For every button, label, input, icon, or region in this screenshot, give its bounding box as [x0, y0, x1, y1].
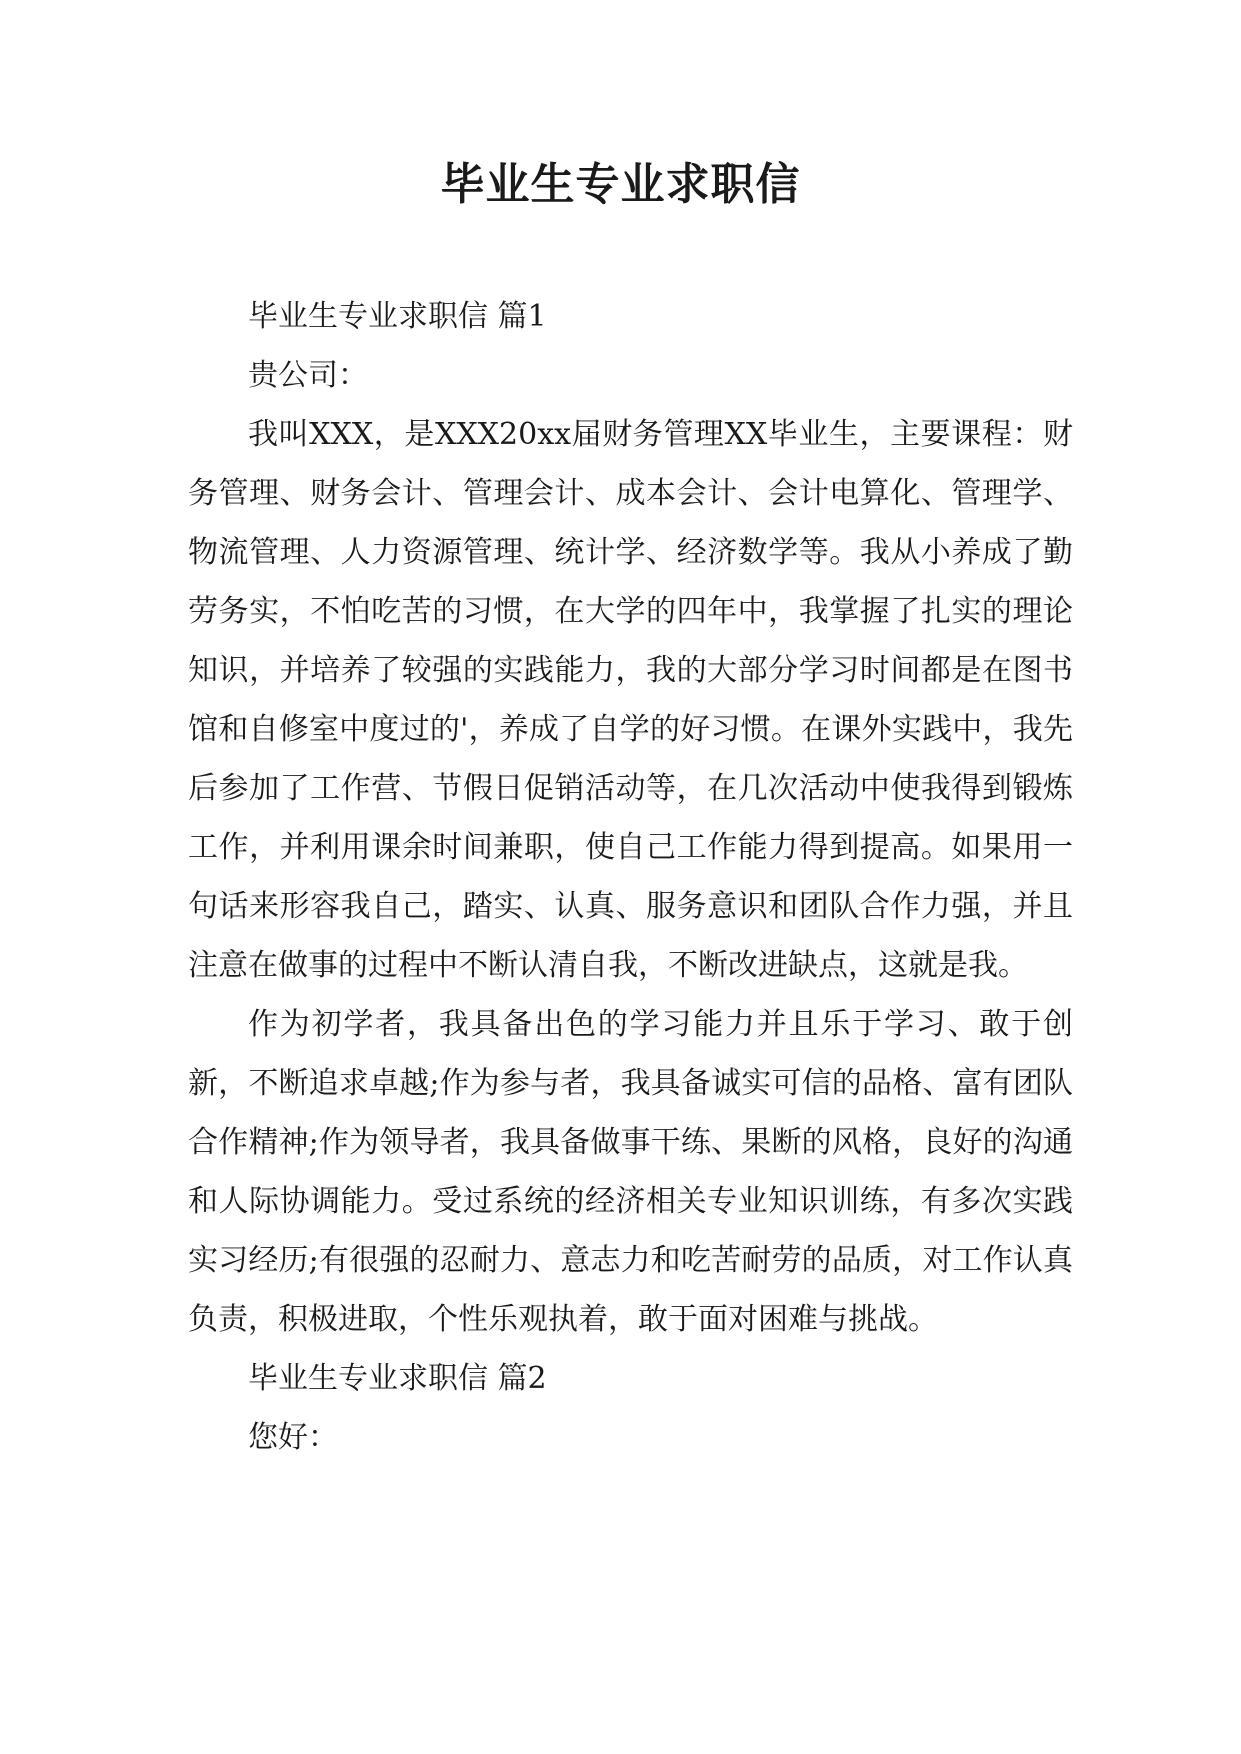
- salutation: 贵公司：: [248, 358, 368, 393]
- section-heading-1: 毕业生专业求职信 篇1: [248, 299, 547, 334]
- section-heading-2: 毕业生专业求职信 篇2: [248, 1361, 547, 1396]
- body-paragraph: 我叫XXX，是XXX20xx届财务管理XX毕业生，主要课程：财务管理、财务会计、管理会计、成本会计、会计电算化、管理学、物流管理、人力资源管理、统计学、经济数学等。我从小养成了勤劳务实，不怕吃苦的习惯，在大学的四年中，我掌握了扎实的理论知识，并培养了较强的实践能力，我的大部分学习时间都是在图书馆和自修室中度过的'，养成了自学的好习惯。在课外实践中，我先后参加了工作营、节假日促销活动等，在几次活动中使我得到锻炼工作，并利用课余时间兼职，使自己工作能力得到提高。如果用一句话来形容我自己，踏实、认真、服务意识和团队合作力强，并且注意在做事的过程中不断认清自我，不断改进缺点，这就是我。: [188, 417, 1073, 983]
- document-body: [188, 287, 1073, 1467]
- body-paragraph: 作为初学者，我具备出色的学习能力并且乐于学习、敢于创新，不断追求卓越;作为参与者，我具备诚实可信的品格、富有团队合作精神;作为领导者，我具备做事干练、果断的风格，良好的沟通和人际协调能力。受过系统的经济相关专业知识训练，有多次实践实习经历;有很强的忍耐力、意志力和吃苦耐劳的品质，对工作认真负责，积极进取，个性乐观执着，敢于面对困难与挑战。: [188, 1007, 1073, 1337]
- salutation: 您好：: [248, 1420, 338, 1455]
- document-title: 毕业生专业求职信: [440, 159, 801, 210]
